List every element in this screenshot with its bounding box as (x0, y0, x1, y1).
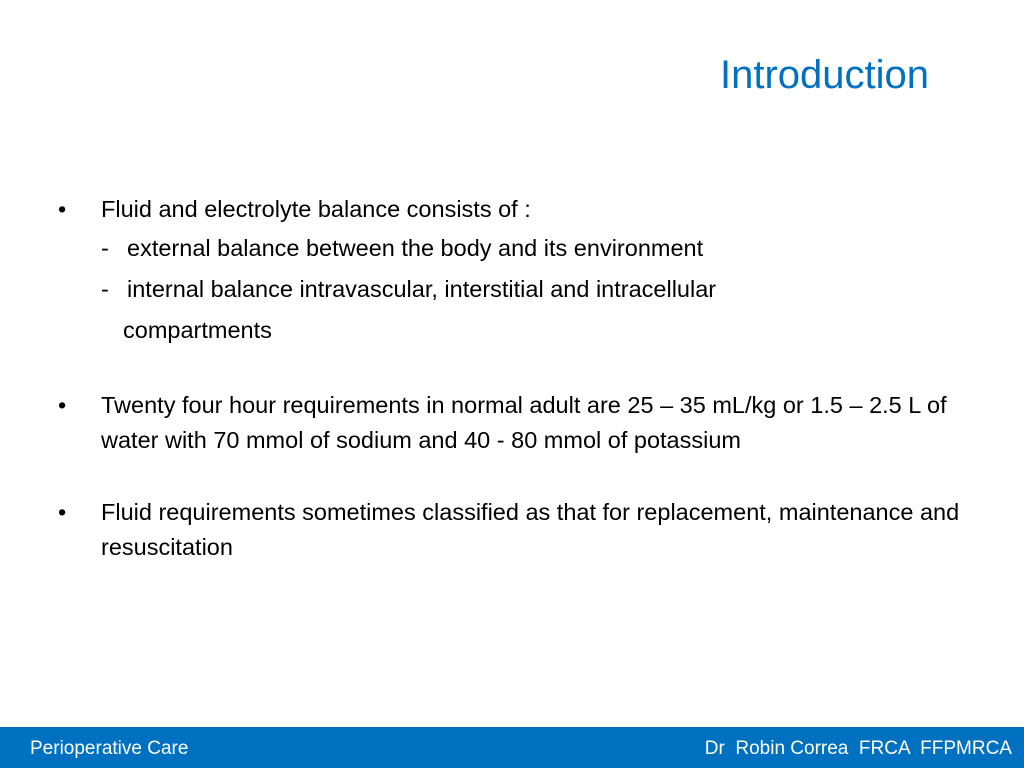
bullet-block-1 (56, 191, 976, 351)
sub-item-text: internal balance intravascular, interstitial and intracellular (127, 276, 717, 302)
footer-bar (0, 727, 1024, 768)
sub-item (56, 228, 976, 269)
bullet-text: Fluid requirements sometimes classified as that for replacement, maintenance and resuscitation (101, 499, 960, 560)
bullet-item (56, 191, 976, 228)
dash-icon: - (101, 276, 109, 302)
footer-author: Dr Robin Correa FRCA FFPMRCA (704, 738, 1012, 759)
bullet-text: Fluid and electrolyte balance consists of : (101, 196, 531, 222)
slide-title: Introduction (719, 53, 929, 97)
bullet-item (56, 388, 976, 458)
bullet-icon: • (58, 392, 67, 418)
sub-item-text: external balance between the body and its environment (127, 235, 704, 261)
bullet-icon: • (58, 196, 67, 222)
footer-course-title: Perioperative Care (30, 738, 189, 759)
bullet-item (56, 495, 976, 565)
sub-item (56, 269, 976, 310)
bullet-text: Twenty four hour requirements in normal adult are 25 – 35 mL/kg or 1.5 – 2.5 L of water with 70 mmol of sodium and 40 - 80 mmol of potassium (101, 392, 947, 453)
slide-content (56, 191, 976, 565)
sub-item-continuation: compartments (123, 317, 272, 343)
bullet-icon: • (58, 499, 67, 525)
dash-icon: - (101, 235, 109, 261)
